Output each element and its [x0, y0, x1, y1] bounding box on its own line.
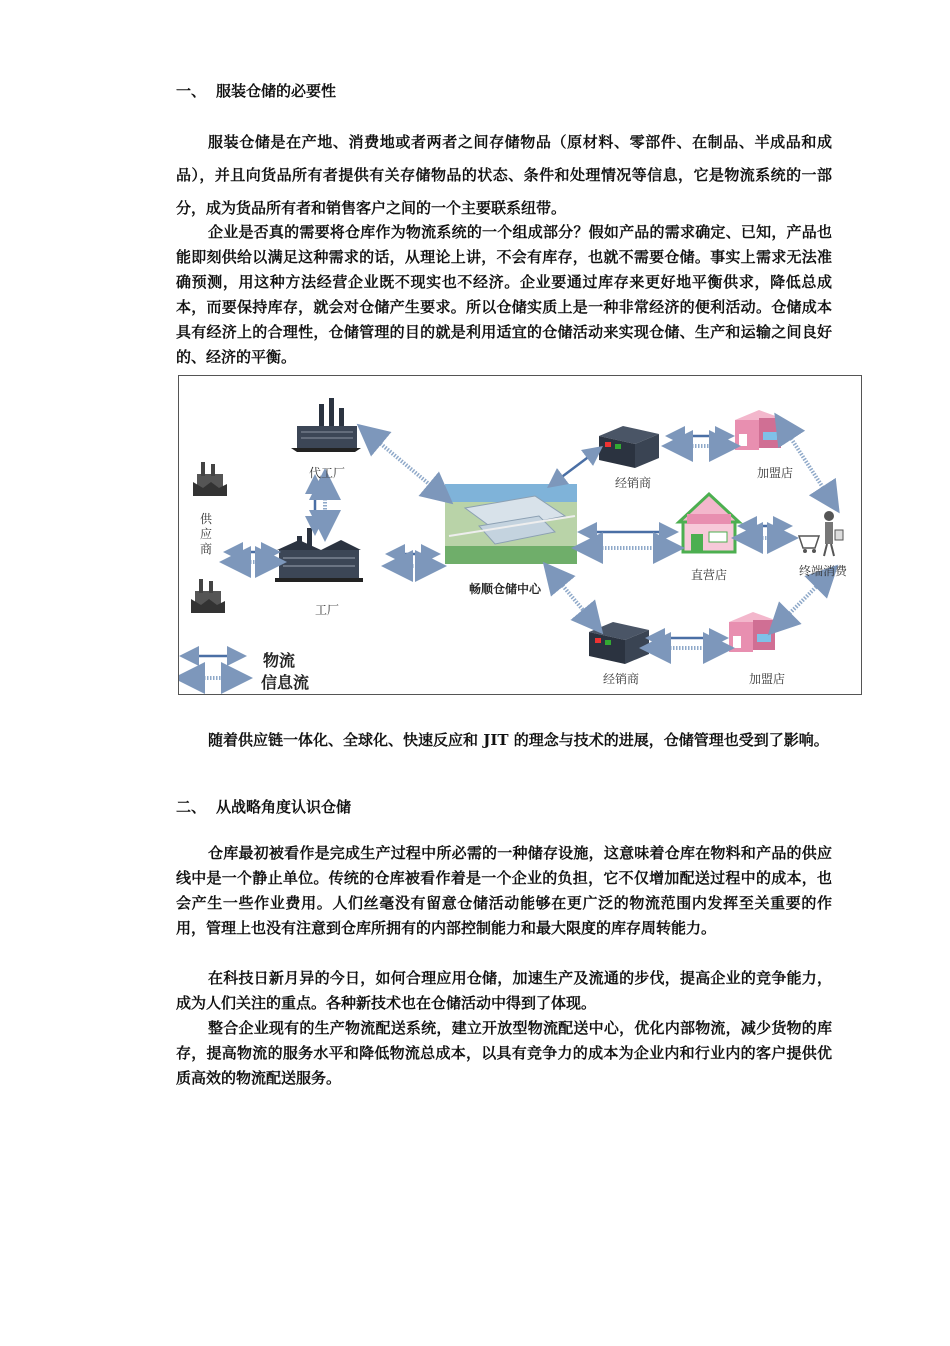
supply-chain-diagram [178, 375, 862, 695]
factory-icon [275, 528, 363, 582]
section2-title: 从战略角度认识仓储 [216, 798, 352, 816]
section2-paragraph-3: 整合企业现有的生产物流配送系统，建立开放型物流配送中心，优化内部物流，减少货物的库存，提高物流的服务水平和降低物流总成本，以具有竞争力的成本为企业内和行业内的客户提供优质高效的物流配送服务。 [176, 1019, 832, 1087]
distributor-bottom-icon [589, 622, 649, 664]
section2-paragraph-2: 在科技日新月异的今日，如何合理应用仓储，加速生产及流通的步伐，提高企业的竞争能力，成为人们关注的重点。各种新技术也在仓储活动中得到了体现。 [176, 969, 832, 1012]
oem-factory-icon [291, 398, 361, 452]
section1-title: 服装仓储的必要性 [216, 82, 337, 100]
section1-paragraph-1: 服装仓储是在产地、消费地或者两者之间存储物品（原材料、零部件、在制品、半成品和成品），并且向货品所有者提供有关存储物品的状态、条件和处理情况等信息，它是物流系统的一部分，成为货品所有者和销售客户之间的一个主要联系纽带。 [176, 133, 832, 217]
franchise-top-label: 加盟店 [757, 466, 794, 480]
direct-store-icon [679, 494, 739, 552]
franchise-bottom-icon [729, 612, 775, 652]
warehouse-center-icon [445, 484, 577, 564]
section2-number: 二、 [176, 798, 207, 816]
supplier-label: 供应商 [199, 512, 212, 556]
legend-info-label: 信息流 [261, 673, 310, 692]
warehouse-center-label: 畅顺仓储中心 [469, 582, 542, 596]
section1-paragraph-2: 企业是否真的需要将仓库作为物流系统的一个组成部分？假如产品的需求确定、已知，产品也能即刻供给以满足这种需求的话，从理论上讲，不会有库存，也就不需要仓储。事实上需求无法准确预测，用这种方法经营企业既不现实也不经济。企业要通过库存来更好地平衡供求，降低总成本，而要保持库存，就会对仓储产生要求。所以仓储实质上是一种非常经济的便利活动。仓储成本具有经济上的合理性，仓储管理的目的就是利用适宜的仓储活动来实现仓储、生产和运输之间良好的、经济的平衡。 [176, 223, 832, 366]
franchise-top-icon [735, 410, 781, 450]
oem-factory-label: 代工厂 [309, 466, 346, 480]
legend-logistics-label: 物流 [263, 651, 296, 670]
distributor-top-icon [599, 426, 659, 468]
distributor-top-label: 经销商 [615, 476, 652, 490]
supplier-factory-bottom-icon [191, 579, 225, 613]
section1-number: 一、 [176, 82, 207, 100]
factory-label: 工厂 [315, 603, 340, 617]
supplier-factory-top-icon [193, 462, 227, 496]
consumer-label: 终端消费 [799, 564, 848, 578]
section2-paragraph-1: 仓库最初被看作是完成生产过程中所必需的一种储存设施，这意味着仓库在物料和产品的供应线中是一个静止单位。传统的仓库被看作着是一个企业的负担，它不仅增加配送过程中的成本，也会产生一些作业费用。人们丝毫没有留意仓储活动能够在更广泛的物流范围内发挥至关重要的作用，管理上也没有注意到仓库所拥有的内部控制能力和最大限度的库存周转能力。 [176, 844, 832, 937]
consumer-icon [799, 511, 843, 556]
distributor-bottom-label: 经销商 [603, 672, 640, 686]
section2-heading [176, 796, 351, 817]
franchise-bottom-label: 加盟店 [749, 672, 786, 686]
after-diagram-paragraph: 随着供应链一体化、全球化、快速反应和 JIT 的理念与技术的进展，仓储管理也受到了影响。 [208, 731, 829, 749]
section1-heading [176, 80, 336, 101]
direct-store-label: 直营店 [691, 568, 728, 582]
